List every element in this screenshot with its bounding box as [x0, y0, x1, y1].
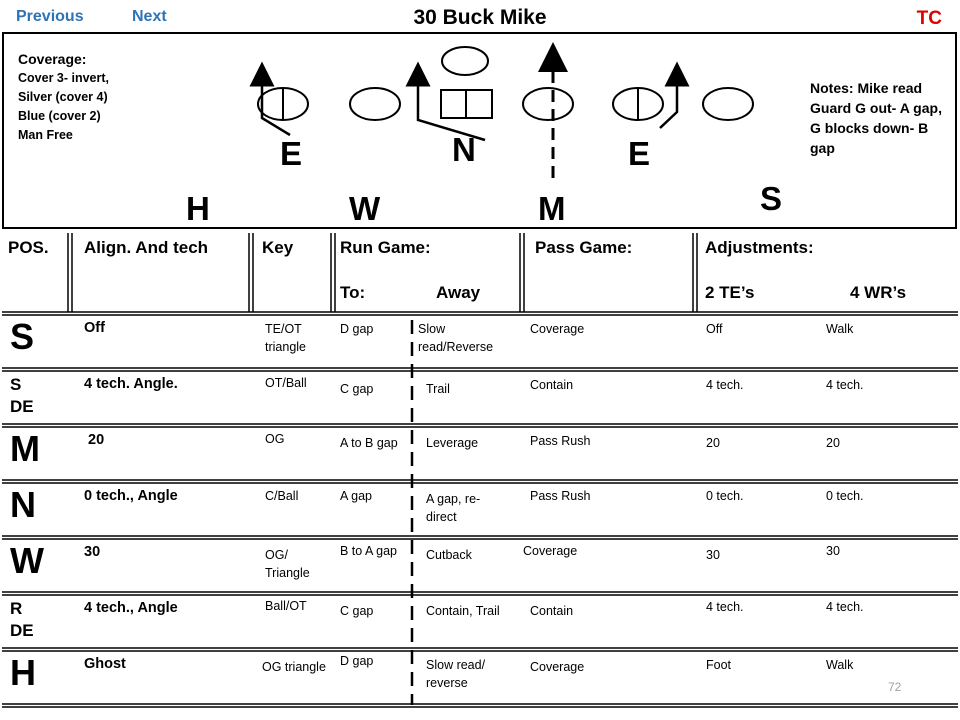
pos-letter: S — [10, 375, 22, 394]
align-cell: 20 — [88, 432, 105, 448]
run-away-cell: Slow read/Reverse — [418, 322, 494, 354]
adj-wr-cell: 4 tech. — [826, 378, 864, 392]
run-away-cell: A gap, re-direct — [426, 492, 481, 524]
header-pos: POS. — [8, 238, 49, 257]
pos-letter: R — [10, 599, 23, 618]
pos-suffix: DE — [10, 621, 34, 640]
header-run-to: To: — [340, 283, 366, 302]
header-adj: Adjustments: — [705, 238, 814, 257]
pos-label: H — [10, 652, 36, 693]
adj-wr-cell: 0 tech. — [826, 489, 864, 503]
run-to-cell: C gap — [340, 604, 374, 618]
key-cell: Ball/OT — [265, 599, 307, 613]
pass-cell: Contain — [530, 378, 574, 392]
pass-cell: Contain — [530, 604, 574, 618]
tc-label: TC — [916, 8, 942, 29]
adj-te-cell: 0 tech. — [706, 489, 744, 503]
run-away-cell: Contain, Trail — [426, 604, 500, 618]
key-cell: OG/ Triangle — [265, 548, 310, 580]
align-cell: 30 — [84, 544, 101, 560]
notes-text: Notes: Mike read Guard G out- A gap, G blocks down- B gap — [810, 80, 942, 156]
adj-te-cell: 4 tech. — [706, 378, 744, 392]
header-adj-wr: 4 WR’s — [850, 283, 907, 302]
header-align: Align. And tech — [84, 238, 209, 257]
pos-label: S — [10, 316, 35, 357]
coverage-item: Cover 3- invert, — [18, 71, 110, 85]
adj-te-cell: 30 — [706, 548, 720, 562]
e-right-label: E — [628, 135, 651, 172]
key-cell: C/Ball — [265, 489, 299, 503]
align-cell: 4 tech. Angle. — [84, 376, 178, 392]
header-run-away: Away — [436, 283, 481, 302]
e-left-label: E — [280, 135, 303, 172]
previous-link[interactable]: Previous — [16, 8, 84, 25]
h-label: H — [186, 190, 210, 227]
adj-wr-cell: Walk — [826, 322, 854, 336]
m-label: M — [538, 190, 566, 227]
pos-label: M — [10, 428, 40, 469]
key-cell: OT/Ball — [265, 376, 307, 390]
run-away-cell: Trail — [426, 382, 450, 396]
header-key: Key — [262, 238, 294, 257]
run-away-cell: Leverage — [426, 436, 479, 450]
adj-wr-cell: Walk — [826, 658, 854, 672]
align-cell: 0 tech., Angle — [84, 488, 178, 504]
run-to-cell: B to A gap — [340, 544, 397, 558]
align-cell: Off — [84, 320, 105, 336]
adj-te-cell: Foot — [706, 658, 732, 672]
run-away-cell: Cutback — [426, 548, 472, 562]
run-to-cell: A to B gap — [340, 436, 398, 450]
coverage-item: Blue (cover 2) — [18, 109, 101, 123]
pos-label: W — [10, 540, 44, 581]
pos-label: N — [10, 484, 36, 525]
coverage-item: Man Free — [18, 128, 73, 142]
adj-te-cell: 4 tech. — [706, 600, 744, 614]
run-to-cell: C gap — [340, 382, 374, 396]
page-title: 30 Buck Mike — [413, 6, 547, 29]
pass-cell: Pass Rush — [530, 434, 591, 448]
adj-wr-cell: 30 — [826, 544, 840, 558]
page-number: 72 — [888, 680, 902, 694]
pos-label — [10, 598, 34, 642]
run-to-cell: A gap — [340, 489, 372, 503]
align-cell: Ghost — [84, 656, 126, 672]
next-link[interactable]: Next — [132, 8, 167, 25]
run-to-cell: D gap — [340, 654, 374, 668]
header-adj-te: 2 TE’s — [705, 283, 755, 302]
header-pass: Pass Game: — [535, 238, 633, 257]
adj-te-cell: Off — [706, 322, 723, 336]
n-label: N — [452, 131, 476, 168]
adj-te-cell: 20 — [706, 436, 720, 450]
pass-cell: Coverage — [530, 322, 585, 336]
s-label: S — [760, 180, 783, 217]
w-label: W — [349, 190, 381, 227]
align-cell: 4 tech., Angle — [84, 600, 178, 616]
header-run: Run Game: — [340, 238, 431, 257]
adj-wr-cell: 4 tech. — [826, 600, 864, 614]
coverage-heading: Coverage: — [18, 51, 87, 67]
pass-cell: Pass Rush — [530, 489, 591, 503]
run-to-cell: D gap — [340, 322, 374, 336]
key-cell: TE/OT triangle — [265, 322, 306, 354]
pass-cell: Coverage — [530, 660, 585, 674]
pass-cell: Coverage — [523, 544, 578, 558]
adj-wr-cell: 20 — [826, 436, 840, 450]
key-cell: OG — [265, 432, 285, 446]
run-away-cell: Slow read/ reverse — [426, 658, 486, 690]
coverage-item: Silver (cover 4) — [18, 90, 108, 104]
key-cell: OG triangle — [262, 660, 326, 674]
pos-label — [10, 374, 34, 418]
pos-suffix: DE — [10, 397, 34, 416]
